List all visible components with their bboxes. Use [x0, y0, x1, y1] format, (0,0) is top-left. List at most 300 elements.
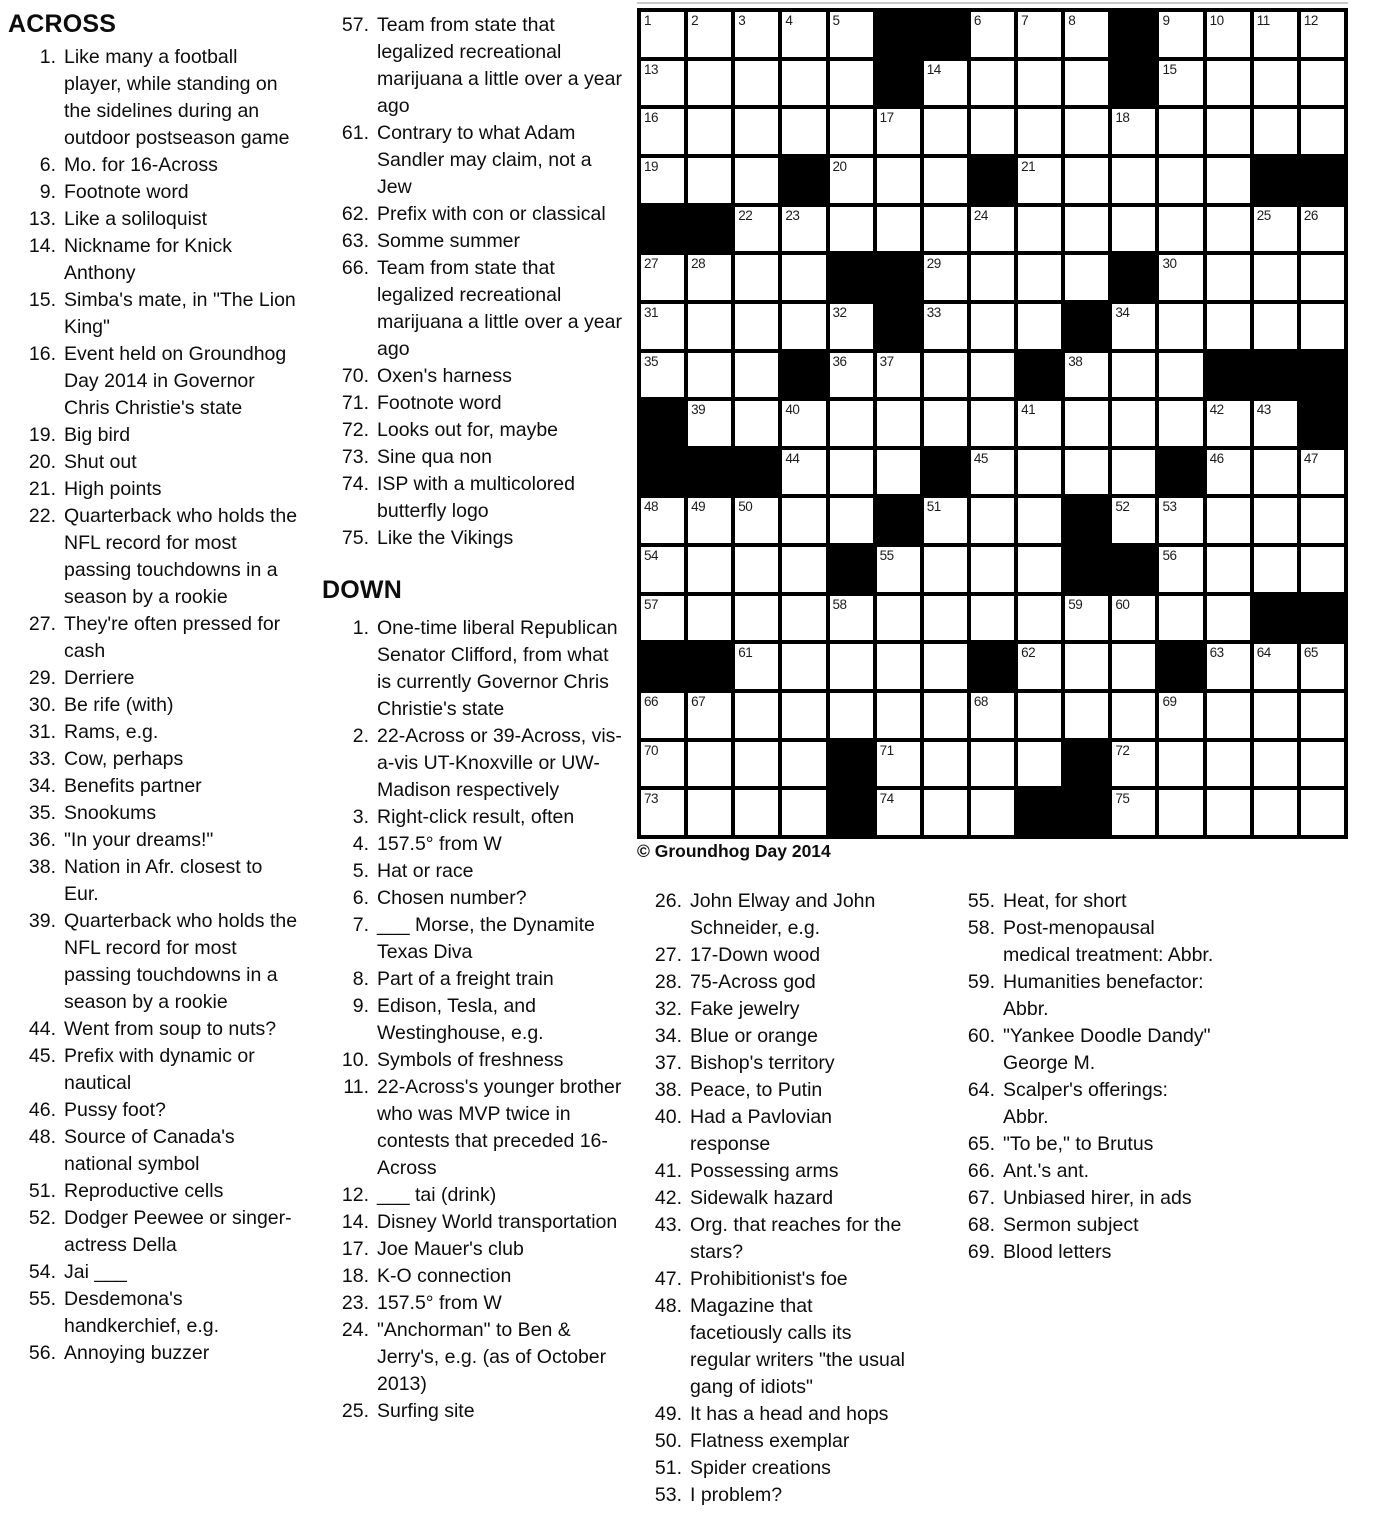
white-square[interactable]: [1018, 401, 1061, 446]
clue-column-left: [8, 10, 298, 1367]
black-square: [877, 255, 920, 300]
white-square[interactable]: [782, 207, 825, 252]
clue-down-43: [642, 1212, 910, 1266]
white-square[interactable]: [924, 158, 967, 203]
white-square[interactable]: [1254, 304, 1297, 349]
white-square[interactable]: [971, 401, 1014, 446]
white-square[interactable]: [1065, 207, 1108, 252]
white-square[interactable]: [1301, 207, 1344, 252]
cell-number: 11: [1256, 13, 1270, 28]
clue-across-39: [8, 908, 298, 1016]
white-square[interactable]: [1112, 596, 1155, 641]
clue-text: Heat, for short: [1003, 890, 1127, 912]
white-square[interactable]: [1254, 644, 1297, 689]
white-square[interactable]: [924, 401, 967, 446]
clue-text: Benefits partner: [64, 775, 202, 797]
cell-number: 58: [832, 596, 847, 612]
white-square[interactable]: [1254, 12, 1297, 57]
white-square[interactable]: [1018, 498, 1061, 543]
white-square[interactable]: [1301, 12, 1344, 57]
black-square: [1018, 790, 1061, 835]
white-square[interactable]: [1112, 401, 1155, 446]
white-square[interactable]: [641, 304, 684, 349]
white-square[interactable]: [1065, 255, 1108, 300]
white-square[interactable]: [735, 693, 778, 738]
white-square[interactable]: [971, 255, 1014, 300]
white-square[interactable]: [1018, 450, 1061, 495]
clue-number: 30.: [28, 694, 56, 716]
white-square[interactable]: [1159, 61, 1202, 106]
white-square[interactable]: [971, 109, 1014, 154]
white-square[interactable]: [1207, 790, 1250, 835]
clue-text: Sidewalk hazard: [690, 1187, 834, 1209]
white-square[interactable]: [1018, 109, 1061, 154]
black-square: [688, 644, 731, 689]
white-square[interactable]: [877, 644, 920, 689]
clue-number: 17.: [341, 1238, 369, 1260]
white-square[interactable]: [1065, 401, 1108, 446]
white-square[interactable]: [1159, 596, 1202, 641]
white-square[interactable]: [971, 742, 1014, 787]
white-square[interactable]: [1112, 207, 1155, 252]
white-square[interactable]: [1112, 693, 1155, 738]
clue-down-67: [955, 1185, 1217, 1212]
white-square[interactable]: [1018, 693, 1061, 738]
white-square[interactable]: [1159, 742, 1202, 787]
white-square[interactable]: [1254, 401, 1297, 446]
white-square[interactable]: [877, 742, 920, 787]
white-square[interactable]: [1207, 401, 1250, 446]
white-square[interactable]: [1301, 61, 1344, 106]
white-square[interactable]: [877, 450, 920, 495]
white-square[interactable]: [1301, 742, 1344, 787]
white-square[interactable]: [1207, 61, 1250, 106]
white-square[interactable]: [1207, 450, 1250, 495]
clue-across-75: [322, 525, 628, 552]
white-square[interactable]: [1065, 596, 1108, 641]
white-square[interactable]: [1112, 450, 1155, 495]
clue-down-37: [642, 1050, 910, 1077]
white-square[interactable]: [1018, 596, 1061, 641]
white-square[interactable]: [735, 207, 778, 252]
clue-number: 73.: [341, 446, 369, 468]
down-clues-list-55-69: [955, 888, 1217, 1266]
white-square[interactable]: [641, 109, 684, 154]
clue-down-60: [955, 1023, 1217, 1077]
white-square[interactable]: [924, 547, 967, 592]
white-square[interactable]: [735, 12, 778, 57]
white-square[interactable]: [641, 596, 684, 641]
white-square[interactable]: [782, 401, 825, 446]
white-square[interactable]: [1254, 255, 1297, 300]
white-square[interactable]: [641, 547, 684, 592]
white-square[interactable]: [1301, 547, 1344, 592]
white-square[interactable]: [830, 450, 873, 495]
white-square[interactable]: [1159, 158, 1202, 203]
clue-number: 54.: [28, 1261, 56, 1283]
white-square[interactable]: [735, 401, 778, 446]
white-square[interactable]: [830, 693, 873, 738]
white-square[interactable]: [971, 498, 1014, 543]
white-square[interactable]: [924, 61, 967, 106]
clue-text: Sine qua non: [377, 446, 492, 468]
black-square: [1301, 596, 1344, 641]
white-square[interactable]: [735, 304, 778, 349]
clue-across-45: [8, 1043, 298, 1097]
clue-down-64: [955, 1077, 1217, 1131]
white-square[interactable]: [924, 109, 967, 154]
white-square[interactable]: [1065, 61, 1108, 106]
white-square[interactable]: [782, 450, 825, 495]
white-square[interactable]: [1207, 255, 1250, 300]
white-square[interactable]: [782, 109, 825, 154]
white-square[interactable]: [830, 304, 873, 349]
white-square[interactable]: [1018, 742, 1061, 787]
white-square[interactable]: [641, 158, 684, 203]
white-square[interactable]: [1112, 498, 1155, 543]
black-square: [735, 450, 778, 495]
white-square[interactable]: [924, 742, 967, 787]
white-square[interactable]: [1112, 644, 1155, 689]
white-square[interactable]: [924, 693, 967, 738]
white-square[interactable]: [924, 353, 967, 398]
white-square[interactable]: [1301, 498, 1344, 543]
white-square[interactable]: [971, 450, 1014, 495]
white-square[interactable]: [1254, 61, 1297, 106]
clue-number: 8.: [352, 968, 369, 990]
white-square[interactable]: [1207, 644, 1250, 689]
white-square[interactable]: [782, 547, 825, 592]
clue-number: 56.: [28, 1342, 56, 1364]
white-square[interactable]: [735, 109, 778, 154]
clue-number: 1.: [39, 46, 56, 68]
white-square[interactable]: [1301, 644, 1344, 689]
white-square[interactable]: [1065, 644, 1108, 689]
clue-number: 55.: [28, 1288, 56, 1310]
white-square[interactable]: [924, 207, 967, 252]
white-square[interactable]: [1254, 742, 1297, 787]
clue-number: 72.: [341, 419, 369, 441]
white-square[interactable]: [688, 596, 731, 641]
white-square[interactable]: [688, 109, 731, 154]
white-square[interactable]: [1207, 547, 1250, 592]
black-square: [1112, 547, 1155, 592]
white-square[interactable]: [830, 596, 873, 641]
black-square: [782, 353, 825, 398]
clue-number: 45.: [28, 1045, 56, 1067]
black-square: [877, 12, 920, 57]
clue-down-11: [322, 1074, 628, 1182]
clue-number: 44.: [28, 1018, 56, 1040]
white-square[interactable]: [924, 596, 967, 641]
white-square[interactable]: [1254, 207, 1297, 252]
white-square[interactable]: [1159, 207, 1202, 252]
white-square[interactable]: [735, 596, 778, 641]
white-square[interactable]: [971, 693, 1014, 738]
white-square[interactable]: [1301, 450, 1344, 495]
white-square[interactable]: [1254, 450, 1297, 495]
white-square[interactable]: [641, 693, 684, 738]
white-square[interactable]: [641, 255, 684, 300]
white-square[interactable]: [735, 255, 778, 300]
white-square[interactable]: [1065, 109, 1108, 154]
white-square[interactable]: [1207, 158, 1250, 203]
white-square[interactable]: [924, 255, 967, 300]
black-square: [688, 207, 731, 252]
cell-number: 29: [926, 256, 941, 272]
white-square[interactable]: [1018, 255, 1061, 300]
clue-text: Cow, perhaps: [64, 748, 184, 770]
white-square[interactable]: [1065, 450, 1108, 495]
white-square[interactable]: [830, 498, 873, 543]
white-square[interactable]: [1207, 12, 1250, 57]
white-square[interactable]: [688, 304, 731, 349]
clue-text: ___ Morse, the Dynamite Texas Diva: [377, 914, 595, 963]
white-square[interactable]: [1065, 12, 1108, 57]
white-square[interactable]: [688, 61, 731, 106]
cell-number: 63: [1209, 645, 1224, 661]
cell-number: 47: [1303, 450, 1318, 466]
white-square[interactable]: [877, 109, 920, 154]
cell-number: 16: [644, 110, 659, 126]
white-square[interactable]: [735, 644, 778, 689]
white-square[interactable]: [877, 547, 920, 592]
white-square[interactable]: [735, 742, 778, 787]
cell-number: 50: [738, 499, 753, 515]
cell-number: 67: [691, 694, 706, 710]
clue-down-68: [955, 1212, 1217, 1239]
white-square[interactable]: [830, 109, 873, 154]
cell-number: 48: [644, 499, 659, 515]
white-square[interactable]: [830, 61, 873, 106]
white-square[interactable]: [830, 644, 873, 689]
white-square[interactable]: [1207, 109, 1250, 154]
white-square[interactable]: [971, 353, 1014, 398]
white-square[interactable]: [1159, 693, 1202, 738]
white-square[interactable]: [735, 353, 778, 398]
white-square[interactable]: [1159, 109, 1202, 154]
white-square[interactable]: [735, 790, 778, 835]
clue-text: Had a Pavlovian response: [690, 1106, 833, 1155]
white-square[interactable]: [924, 498, 967, 543]
white-square[interactable]: [1112, 742, 1155, 787]
clue-down-9: [322, 993, 628, 1047]
white-square[interactable]: [1018, 207, 1061, 252]
clue-across-44: [8, 1016, 298, 1043]
white-square[interactable]: [1112, 353, 1155, 398]
clue-number: 66.: [341, 257, 369, 279]
white-square[interactable]: [688, 498, 731, 543]
white-square[interactable]: [782, 12, 825, 57]
clue-number: 48.: [654, 1295, 682, 1317]
white-square[interactable]: [1112, 109, 1155, 154]
white-square[interactable]: [1301, 255, 1344, 300]
white-square[interactable]: [782, 742, 825, 787]
white-square[interactable]: [971, 207, 1014, 252]
white-square[interactable]: [1254, 498, 1297, 543]
cell-number: 22: [738, 207, 753, 223]
white-square[interactable]: [1159, 12, 1202, 57]
white-square[interactable]: [1207, 596, 1250, 641]
white-square[interactable]: [1159, 304, 1202, 349]
clue-across-16: [8, 341, 298, 422]
clue-text: Nation in Afr. closest to Eur.: [64, 856, 263, 905]
clue-across-71: [322, 390, 628, 417]
white-square[interactable]: [641, 790, 684, 835]
clue-across-33: [8, 746, 298, 773]
cell-number: 1: [644, 13, 652, 28]
white-square[interactable]: [688, 12, 731, 57]
clue-across-48: [8, 1124, 298, 1178]
clue-down-53: [642, 1482, 910, 1509]
clue-across-31: [8, 719, 298, 746]
white-square[interactable]: [1159, 498, 1202, 543]
black-square: [1112, 255, 1155, 300]
white-square[interactable]: [782, 255, 825, 300]
white-square[interactable]: [1207, 207, 1250, 252]
white-square[interactable]: [641, 353, 684, 398]
white-square[interactable]: [1254, 547, 1297, 592]
clue-down-38: [642, 1077, 910, 1104]
white-square[interactable]: [971, 547, 1014, 592]
white-square[interactable]: [1065, 693, 1108, 738]
white-square[interactable]: [688, 401, 731, 446]
white-square[interactable]: [1159, 790, 1202, 835]
across-clues-list-57-75: [322, 12, 628, 552]
clue-number: 9.: [352, 995, 369, 1017]
cell-number: 70: [644, 742, 659, 758]
white-square[interactable]: [877, 693, 920, 738]
white-square[interactable]: [877, 790, 920, 835]
white-square[interactable]: [830, 12, 873, 57]
white-square[interactable]: [877, 158, 920, 203]
clue-number: 46.: [28, 1099, 56, 1121]
white-square[interactable]: [830, 158, 873, 203]
white-square[interactable]: [1301, 790, 1344, 835]
white-square[interactable]: [1018, 304, 1061, 349]
white-square[interactable]: [971, 790, 1014, 835]
white-square[interactable]: [782, 61, 825, 106]
white-square[interactable]: [1301, 693, 1344, 738]
white-square[interactable]: [782, 596, 825, 641]
white-square[interactable]: [1065, 353, 1108, 398]
white-square[interactable]: [688, 742, 731, 787]
clue-across-52: [8, 1205, 298, 1259]
white-square[interactable]: [1159, 353, 1202, 398]
white-square[interactable]: [782, 693, 825, 738]
white-square[interactable]: [735, 498, 778, 543]
cell-number: 15: [1162, 61, 1177, 77]
white-square[interactable]: [924, 304, 967, 349]
clue-text: Magazine that facetiously calls its regular writers "the usual gang of idiots": [690, 1295, 906, 1398]
white-square[interactable]: [1159, 401, 1202, 446]
white-square[interactable]: [1018, 644, 1061, 689]
white-square[interactable]: [641, 498, 684, 543]
white-square[interactable]: [1301, 304, 1344, 349]
clue-number: 38.: [28, 856, 56, 878]
white-square[interactable]: [924, 644, 967, 689]
white-square[interactable]: [1159, 547, 1202, 592]
white-square[interactable]: [641, 61, 684, 106]
white-square[interactable]: [1018, 547, 1061, 592]
cell-number: 32: [832, 304, 847, 320]
white-square[interactable]: [782, 304, 825, 349]
white-square[interactable]: [1301, 109, 1344, 154]
white-square[interactable]: [1018, 158, 1061, 203]
white-square[interactable]: [971, 12, 1014, 57]
clue-number: 55.: [967, 890, 995, 912]
cell-number: 52: [1115, 499, 1130, 515]
cell-number: 27: [644, 256, 659, 272]
white-square[interactable]: [688, 790, 731, 835]
white-square[interactable]: [1159, 255, 1202, 300]
white-square[interactable]: [688, 547, 731, 592]
cell-number: 56: [1162, 548, 1177, 564]
white-square[interactable]: [830, 207, 873, 252]
white-square[interactable]: [1207, 742, 1250, 787]
clue-text: One-time liberal Republican Senator Clifford, from what is currently Governor Chris Christie's state: [377, 617, 618, 720]
clue-across-6: [8, 152, 298, 179]
white-square[interactable]: [830, 353, 873, 398]
white-square[interactable]: [782, 644, 825, 689]
clue-text: Reproductive cells: [64, 1180, 224, 1202]
white-square[interactable]: [782, 790, 825, 835]
clue-number: 32.: [654, 998, 682, 1020]
white-square[interactable]: [830, 401, 873, 446]
white-square[interactable]: [641, 742, 684, 787]
white-square[interactable]: [1018, 61, 1061, 106]
cell-number: 65: [1303, 645, 1318, 661]
cell-number: 53: [1162, 499, 1177, 515]
white-square[interactable]: [1018, 12, 1061, 57]
cell-number: 35: [644, 353, 659, 369]
clue-number: 34.: [654, 1025, 682, 1047]
white-square[interactable]: [1254, 790, 1297, 835]
white-square[interactable]: [971, 61, 1014, 106]
white-square[interactable]: [971, 304, 1014, 349]
white-square[interactable]: [688, 255, 731, 300]
white-square[interactable]: [1254, 109, 1297, 154]
white-square[interactable]: [1254, 693, 1297, 738]
cell-number: 40: [785, 402, 800, 418]
white-square[interactable]: [688, 693, 731, 738]
clue-number: 47.: [654, 1268, 682, 1290]
clue-across-55: [8, 1286, 298, 1340]
white-square[interactable]: [877, 353, 920, 398]
white-square[interactable]: [1207, 498, 1250, 543]
white-square[interactable]: [1207, 693, 1250, 738]
white-square[interactable]: [735, 547, 778, 592]
white-square[interactable]: [782, 498, 825, 543]
white-square[interactable]: [735, 158, 778, 203]
white-square[interactable]: [641, 12, 684, 57]
white-square[interactable]: [1065, 158, 1108, 203]
white-square[interactable]: [877, 401, 920, 446]
white-square[interactable]: [1112, 304, 1155, 349]
white-square[interactable]: [877, 596, 920, 641]
white-square[interactable]: [924, 790, 967, 835]
white-square[interactable]: [877, 207, 920, 252]
white-square[interactable]: [735, 61, 778, 106]
white-square[interactable]: [1112, 158, 1155, 203]
white-square[interactable]: [1112, 790, 1155, 835]
white-square[interactable]: [688, 353, 731, 398]
white-square[interactable]: [1207, 304, 1250, 349]
white-square[interactable]: [971, 596, 1014, 641]
black-square: [782, 158, 825, 203]
across-header: ACROSS: [8, 10, 117, 38]
white-square[interactable]: [688, 158, 731, 203]
